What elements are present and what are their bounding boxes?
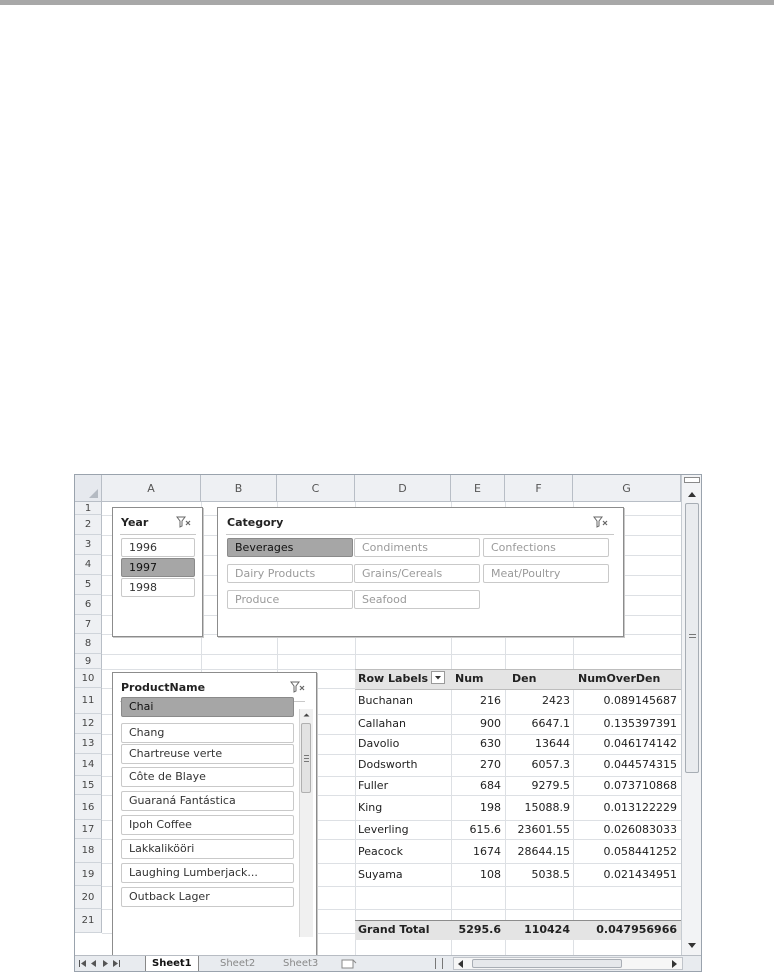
productname-slicer-item[interactable]: Chartreuse verte <box>121 744 294 764</box>
year-slicer-title: Year <box>121 516 149 529</box>
select-all-corner[interactable] <box>75 475 102 502</box>
column-header-b[interactable]: B <box>201 475 277 502</box>
pivot-cell-den[interactable]: 15088.9 <box>524 801 570 814</box>
row-header-19[interactable]: 19 <box>75 863 102 886</box>
pivot-row-label[interactable]: Buchanan <box>358 694 413 707</box>
column-header-g[interactable]: G <box>573 475 681 502</box>
pivot-cell-den[interactable]: 5038.5 <box>531 868 570 881</box>
pivot-row-label[interactable]: Leverling <box>358 823 409 836</box>
productname-slicer-item[interactable]: Chang <box>121 723 294 743</box>
category-slicer-item[interactable]: Grains/Cereals <box>354 564 480 583</box>
column-header-c[interactable]: C <box>277 475 355 502</box>
year-slicer-item[interactable]: 1997 <box>121 558 195 577</box>
tab-split-handle[interactable] <box>435 958 443 969</box>
pivot-header-den: Den <box>512 672 537 685</box>
productname-slicer-scrollbar[interactable] <box>299 709 313 937</box>
category-slicer-item[interactable]: Condiments <box>354 538 480 557</box>
pivot-cell-den[interactable]: 6057.3 <box>531 758 570 771</box>
scroll-up-arrow-icon[interactable] <box>300 709 313 721</box>
scroll-left-arrow-icon[interactable] <box>457 960 465 968</box>
slicer-separator <box>226 534 614 535</box>
pivot-cell-den[interactable]: 13644 <box>535 737 570 750</box>
year-slicer-item[interactable]: 1998 <box>121 578 195 597</box>
tab-sheet3[interactable]: Sheet3 <box>283 958 319 969</box>
filter-clear-icon[interactable] <box>290 680 306 694</box>
grip-line <box>689 637 696 638</box>
row-header-21[interactable]: 21 <box>75 909 102 933</box>
row-labels-filter-dropdown[interactable] <box>431 671 445 684</box>
productname-slicer-item[interactable]: Laughing Lumberjack... <box>121 863 294 883</box>
pivot-cell-den[interactable]: 9279.5 <box>531 779 570 792</box>
pivot-cell-den[interactable]: 6647.1 <box>531 717 570 730</box>
gridline <box>102 654 681 655</box>
pivot-row-label[interactable]: Peacock <box>358 845 403 858</box>
pivot-row-label[interactable]: Callahan <box>358 717 406 730</box>
category-slicer-item[interactable]: Confections <box>483 538 609 557</box>
row-header-2[interactable]: 2 <box>75 515 102 535</box>
row-header-16[interactable]: 16 <box>75 795 102 820</box>
filter-clear-icon[interactable] <box>593 515 609 529</box>
row-header-4[interactable]: 4 <box>75 555 102 575</box>
pivot-cell-num[interactable]: 198 <box>480 801 501 814</box>
filter-clear-icon[interactable] <box>176 515 192 529</box>
row-header-14[interactable]: 14 <box>75 754 102 776</box>
sheet-navigation-icons[interactable] <box>79 959 131 968</box>
pivot-cell-num[interactable]: 216 <box>480 694 501 707</box>
category-slicer-item[interactable]: Beverages <box>227 538 353 557</box>
productname-slicer-item[interactable]: Chai <box>121 697 294 717</box>
pivot-cell-den[interactable]: 23601.55 <box>517 823 570 836</box>
pivot-cell-ratio[interactable]: 0.046174142 <box>603 737 677 750</box>
row-header-6[interactable]: 6 <box>75 595 102 615</box>
pivot-cell-ratio[interactable]: 0.058441252 <box>603 845 677 858</box>
pivot-cell-num[interactable]: 684 <box>480 779 501 792</box>
worksheet-grid[interactable] <box>75 475 681 955</box>
row-header-18[interactable]: 18 <box>75 839 102 863</box>
productname-slicer-item[interactable]: Guaraná Fantástica <box>121 791 294 811</box>
row-header-11[interactable]: 11 <box>75 688 102 714</box>
column-header-e[interactable]: E <box>451 475 505 502</box>
grip-line <box>304 758 309 759</box>
grip-line <box>304 761 309 762</box>
pivot-cell-ratio[interactable]: 0.073710868 <box>603 779 677 792</box>
row-header-1[interactable]: 1 <box>75 502 102 515</box>
row-header-20[interactable]: 20 <box>75 886 102 909</box>
tab-sheet2[interactable]: Sheet2 <box>220 958 256 969</box>
slicer-scroll-thumb[interactable] <box>301 723 311 793</box>
productname-slicer-item[interactable]: Lakkalikööri <box>121 839 294 859</box>
pivot-header-num: Num <box>455 672 484 685</box>
pivot-grand-total-label: Grand Total <box>358 923 430 936</box>
row-header-8[interactable]: 8 <box>75 634 102 654</box>
row-header-5[interactable]: 5 <box>75 575 102 595</box>
column-header-a[interactable]: A <box>102 475 201 502</box>
row-header-15[interactable]: 15 <box>75 776 102 795</box>
row-header-3[interactable]: 3 <box>75 535 102 555</box>
pivot-cell-ratio[interactable]: 0.044574315 <box>603 758 677 771</box>
excel-window <box>74 474 702 972</box>
productname-slicer[interactable] <box>112 672 317 955</box>
row-header-13[interactable]: 13 <box>75 734 102 754</box>
row-header-7[interactable]: 7 <box>75 615 102 634</box>
tab-sheet1[interactable]: Sheet1 <box>145 956 199 972</box>
pivot-cell-num[interactable]: 615.6 <box>469 823 501 836</box>
slicer-separator <box>120 534 196 535</box>
pivot-cell-ratio[interactable]: 0.089145687 <box>603 694 677 707</box>
category-slicer-item[interactable]: Seafood <box>354 590 480 609</box>
row-header-9[interactable]: 9 <box>75 654 102 669</box>
sheet-tab-bar <box>75 955 701 972</box>
pivot-cell-num[interactable]: 1674 <box>473 845 501 858</box>
pivot-row-label[interactable]: Davolio <box>358 737 400 750</box>
productname-slicer-title: ProductName <box>121 681 206 694</box>
category-slicer-item[interactable]: Meat/Poultry <box>483 564 609 583</box>
pivot-header-numoverden: NumOverDen <box>578 672 661 685</box>
split-box[interactable] <box>684 477 700 483</box>
pivot-grand-total-ratio: 0.047956966 <box>596 923 677 936</box>
row-header-17[interactable]: 17 <box>75 820 102 839</box>
productname-slicer-item[interactable]: Ipoh Coffee <box>121 815 294 835</box>
pivot-row-label[interactable]: Fuller <box>358 779 389 792</box>
horizontal-scroll-thumb[interactable] <box>472 959 622 968</box>
top-border-bar <box>0 0 774 5</box>
category-slicer-title: Category <box>227 516 284 529</box>
pivot-cell-ratio[interactable]: 0.026083033 <box>603 823 677 836</box>
horizontal-scrollbar[interactable] <box>453 957 683 970</box>
productname-slicer-item[interactable]: Outback Lager <box>121 887 294 907</box>
dropdown-arrow-icon <box>432 672 444 683</box>
pivot-row-label[interactable]: King <box>358 801 383 814</box>
pivot-grand-total-den: 110424 <box>524 923 570 936</box>
column-header-d[interactable]: D <box>355 475 451 502</box>
category-slicer-item[interactable]: Dairy Products <box>227 564 353 583</box>
pivot-cell-ratio[interactable]: 0.135397391 <box>603 717 677 730</box>
grip-line <box>304 755 309 756</box>
pivot-cell-den[interactable]: 2423 <box>542 694 570 707</box>
year-slicer-item[interactable]: 1996 <box>121 538 195 557</box>
pivot-cell-den[interactable]: 28644.15 <box>517 845 570 858</box>
year-slicer[interactable] <box>112 507 203 637</box>
pivot-cell-num[interactable]: 270 <box>480 758 501 771</box>
vertical-scroll-thumb[interactable] <box>685 503 699 773</box>
pivot-cell-num[interactable]: 108 <box>480 868 501 881</box>
column-header-f[interactable]: F <box>505 475 573 502</box>
productname-slicer-item[interactable]: Côte de Blaye <box>121 767 294 787</box>
pivot-row-label[interactable]: Dodsworth <box>358 758 418 771</box>
category-slicer[interactable] <box>217 507 624 637</box>
scroll-up-arrow-icon[interactable] <box>685 489 699 499</box>
scroll-down-arrow-icon[interactable] <box>685 941 699 951</box>
pivot-header-row-labels: Row Labels <box>358 672 429 685</box>
row-header-12[interactable]: 12 <box>75 714 102 734</box>
category-slicer-item[interactable]: Produce <box>227 590 353 609</box>
pivot-cell-num[interactable]: 630 <box>480 737 501 750</box>
pivot-row-label[interactable]: Suyama <box>358 868 403 881</box>
vertical-scrollbar[interactable] <box>681 475 702 955</box>
pivot-cell-ratio[interactable]: 0.021434951 <box>603 868 677 881</box>
row-header-10[interactable]: 10 <box>75 669 102 688</box>
pivot-cell-ratio[interactable]: 0.013122229 <box>603 801 677 814</box>
grip-line <box>689 634 696 635</box>
new-sheet-icon[interactable] <box>339 958 359 970</box>
pivot-grand-total-num: 5295.6 <box>458 923 501 936</box>
pivot-cell-num[interactable]: 900 <box>480 717 501 730</box>
scroll-right-arrow-icon[interactable] <box>670 960 678 968</box>
